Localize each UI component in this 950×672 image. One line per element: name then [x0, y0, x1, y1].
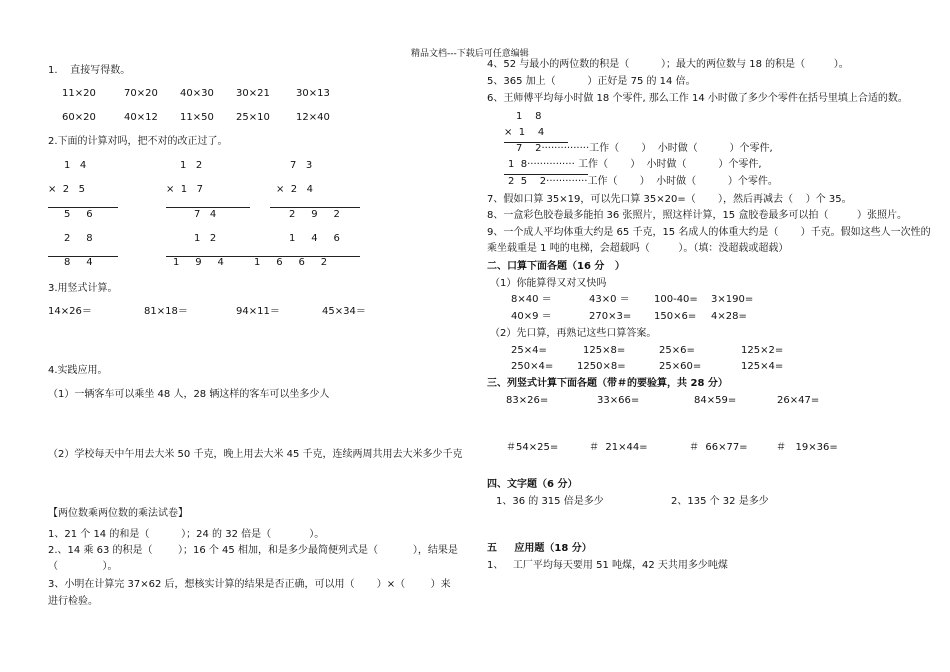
- section-3-title: 三、列竖式计算下面各题（带＃的要验算，共 28 分）: [487, 378, 728, 389]
- test-title: 【两位数乘两位数的乘法试卷】: [48, 508, 188, 519]
- oral-item: 25×4=: [511, 345, 547, 356]
- right-q6: 6、王师傅平均每小时做 18 个零件, 那么工作 14 小时做了多少个零件在括号里填上合适的数。: [487, 93, 908, 104]
- oral-item: 125×2=: [741, 345, 784, 356]
- oral-item: 100-40=: [654, 294, 698, 305]
- right-q6-work: 7 2···············工作（ ） 小时做（ ）个零件,: [516, 143, 773, 154]
- q2-c3-rule: [270, 207, 360, 208]
- right-q6-work: 1 8··············· 工作（ ） 小时做（ ）个零件,: [508, 159, 762, 170]
- q2-c1-line: 2 8: [64, 233, 93, 244]
- vertical-calc-item: ＃ 21×44=: [589, 442, 648, 453]
- q2-title: 2.下面的计算对吗，把不对的改正过了。: [48, 136, 228, 147]
- test-line-4: 3、小明在计算完 37×62 后，想核实计算的结果是否正确，可以用（ ）×（ ）来: [48, 579, 451, 590]
- oral-item: 8×40 ＝: [511, 294, 552, 305]
- q2-c2-line: 1 2: [194, 233, 217, 244]
- q2-c2-rule: [166, 207, 250, 208]
- oral-item: 270×3=: [589, 311, 632, 322]
- section-2-title: 二、口算下面各题（16 分 ）: [487, 261, 625, 272]
- q1-item: 25×10: [236, 112, 270, 123]
- oral-item: 25×6=: [659, 345, 695, 356]
- q2-c1-line: × 2 5: [48, 184, 85, 195]
- oral-item: 4×28=: [711, 311, 747, 322]
- test-line-2: 2.、14 乘 63 的积是（ ）；16 个 45 相加，和是多少最简便列式是（ ），结果是: [48, 545, 458, 556]
- q1-item: 30×13: [296, 88, 330, 99]
- oral-item: 40×9 ＝: [511, 311, 552, 322]
- right-q9: 乘坐载重是 1 吨的电梯，会超载吗（ ）。（填：没超载或超载）: [487, 243, 789, 254]
- q2-c3-line: 1 4 6: [289, 233, 340, 244]
- q2-c2-line: 7 4: [194, 209, 217, 220]
- section-4-title: 四、文字题（6 分）: [487, 479, 578, 490]
- q1-item: 30×21: [236, 88, 270, 99]
- right-q6-vertical: 1 8: [516, 111, 542, 122]
- section-2-sub1: （1）你能算得又对又快吗: [490, 278, 607, 289]
- test-line-1: 1、21 个 14 的和是（ ）；24 的 32 倍是（ ）。: [48, 529, 325, 540]
- oral-item: 43×0 ＝: [589, 294, 630, 305]
- oral-item: 3×190=: [711, 294, 754, 305]
- right-q9: 9、一个成人平均体重大约是 65 千克，15 名成人的体重大约是（ ）千克。假如这些人一次性的: [487, 227, 931, 238]
- word-problem: 1、36 的 315 倍是多少: [496, 496, 604, 507]
- q4-problem-1: （1）一辆客车可以乘坐 48 人，28 辆这样的客车可以坐多少人: [48, 389, 330, 400]
- right-q5: 5、365 加上（ ）正好是 75 的 14 倍。: [487, 76, 696, 87]
- application-problem: 1、 工厂平均每天要用 51 吨煤，42 天共用多少吨煤: [487, 560, 728, 571]
- q1-item: 11×20: [62, 88, 96, 99]
- q3-item: 14×26＝: [48, 306, 92, 317]
- q3-item: 81×18＝: [144, 306, 188, 317]
- section-5-title: 五 应用题（18 分）: [487, 543, 592, 554]
- q2-c3-line: 7 3: [290, 160, 313, 171]
- q2-c1-line: 1 4: [64, 160, 87, 171]
- right-q7: 7、假如口算 35×19，可以先口算 35×20=（ ），然后再减去（ ）个 35。: [487, 194, 852, 205]
- word-problem: 2、135 个 32 是多少: [671, 496, 769, 507]
- oral-item: 1250×8=: [577, 361, 626, 372]
- test-line-5: 进行检验。: [48, 596, 98, 607]
- right-q8: 8、一盒彩色胶卷最多能拍 36 张照片，照这样计算，15 盒胶卷最多可以拍（ ）张照片。: [487, 210, 907, 221]
- q1-item: 40×12: [124, 112, 158, 123]
- oral-item: 150×6=: [654, 311, 697, 322]
- section-2-sub2: （2）先口算，再熟记这些口算答案。: [490, 328, 657, 339]
- test-line-3: （ ）。: [48, 561, 118, 572]
- vertical-calc-item: 83×26=: [506, 395, 549, 406]
- q3-title: 3.用竖式计算。: [48, 283, 118, 294]
- q2-c1-line: 8 4: [64, 257, 93, 268]
- right-q6-rule: [504, 174, 588, 175]
- oral-item: 25×60=: [659, 361, 702, 372]
- q1-item: 60×20: [62, 112, 96, 123]
- q1-title: 1. 直接写得数。: [48, 65, 131, 76]
- vertical-calc-item: ＃ 66×77=: [689, 442, 748, 453]
- q2-c2-line: 1 9 4: [173, 257, 224, 268]
- q4-title: 4.实践应用。: [48, 365, 108, 376]
- oral-item: 250×4=: [511, 361, 554, 372]
- q2-c2-line: 1 2: [180, 160, 203, 171]
- oral-item: 125×8=: [583, 345, 626, 356]
- oral-item: 125×4=: [741, 361, 784, 372]
- q3-item: 45×34＝: [322, 306, 366, 317]
- q2-c2-line: × 1 7: [166, 184, 203, 195]
- q1-item: 70×20: [124, 88, 158, 99]
- q2-c3-line: 1 6 6 2: [254, 257, 328, 268]
- page-header: 精品文档---下载后可任意编辑: [411, 49, 529, 59]
- q2-c1-rule: [48, 207, 118, 208]
- q3-item: 94×11＝: [236, 306, 280, 317]
- vertical-calc-item: 84×59=: [694, 395, 737, 406]
- q1-item: 12×40: [296, 112, 330, 123]
- q2-c1-line: 5 6: [64, 209, 93, 220]
- q1-item: 40×30: [180, 88, 214, 99]
- q1-item: 11×50: [180, 112, 214, 123]
- vertical-calc-item: 26×47=: [777, 395, 820, 406]
- right-q6-vertical: × 1 4: [504, 127, 545, 138]
- q2-c3-line: × 2 4: [276, 184, 313, 195]
- right-q6-work: 2 5 2·············工作（ ） 小时做（ ）个零件。: [508, 176, 778, 187]
- vertical-calc-item: ＃54×25=: [506, 442, 559, 453]
- vertical-calc-item: ＃ 19×36=: [776, 442, 838, 453]
- right-q4: 4、52 与最小的两位数的积是（ ）；最大的两位数与 18 的积是（ ）。: [487, 59, 849, 70]
- q4-problem-2: （2）学校每天中午用去大米 50 千克，晚上用去大米 45 千克，连续两周共用去大米多少千克: [48, 449, 463, 460]
- q2-c3-line: 2 9 2: [289, 209, 340, 220]
- vertical-calc-item: 33×66=: [597, 395, 640, 406]
